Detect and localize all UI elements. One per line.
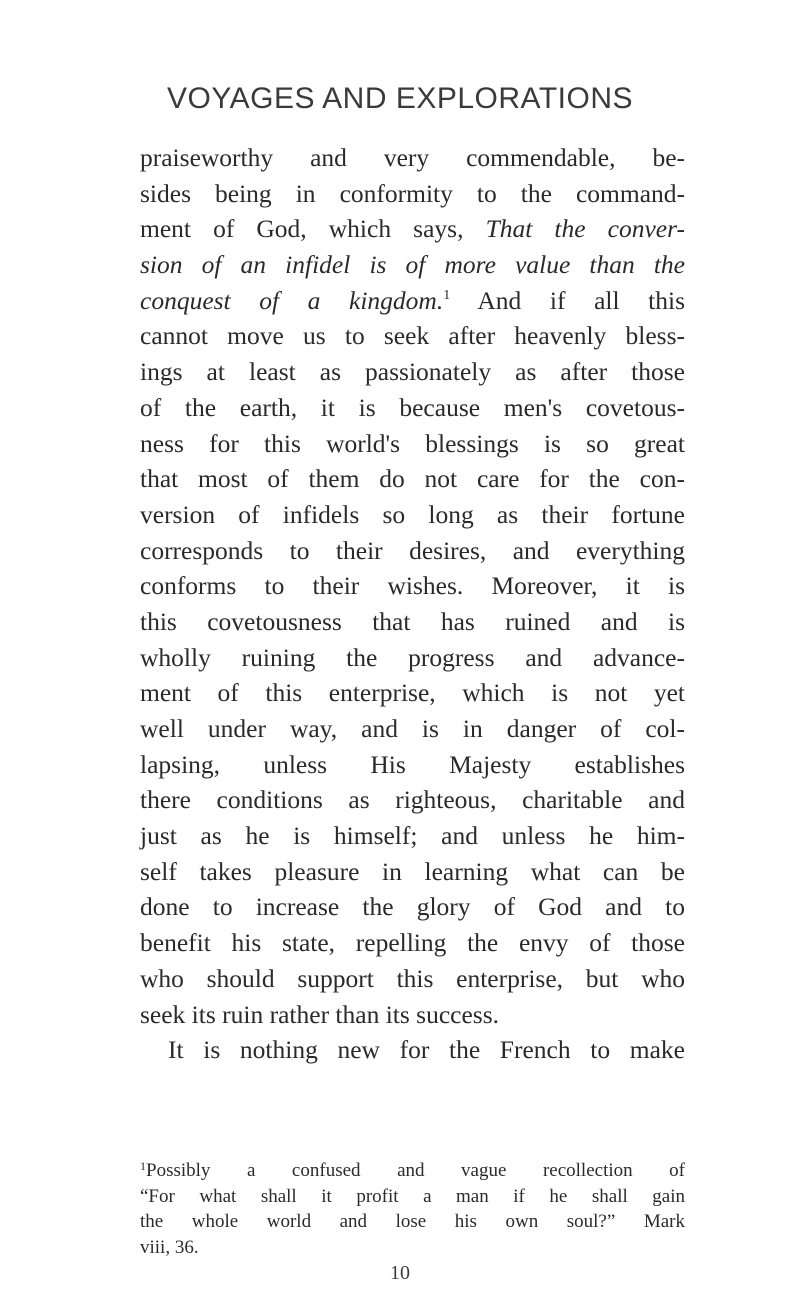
text-line: corresponds to their desires, and everything	[140, 535, 685, 565]
text-line	[140, 247, 685, 283]
text-line: self takes pleasure in learning what can be	[140, 856, 685, 886]
footnote-reference: 1	[443, 287, 451, 303]
text-line: just as he is himself; and unless he him-	[140, 821, 685, 851]
text-segment: Possibly a confused and vague recollection of	[146, 1160, 685, 1181]
footnote	[140, 1158, 685, 1260]
text-line	[140, 283, 685, 319]
text-line: lapsing, unless His Majesty establishes	[140, 749, 685, 779]
footnote-line	[140, 1158, 685, 1184]
text-line: well under way, and is in danger of col-	[140, 714, 685, 743]
text-line: there conditions as righteous, charitable and	[140, 785, 685, 815]
text-line: conforms to their wishes. Moreover, it is	[140, 571, 685, 601]
text-line: who should support this enterprise, but who	[140, 963, 685, 993]
text-segment: And if all this	[477, 285, 685, 315]
text-line: ings at least as passionately as after those	[140, 357, 685, 387]
text-line: done to increase the glory of God and to	[140, 892, 685, 922]
text-line: version of infidels so long as their fortune	[140, 499, 685, 529]
body-text	[140, 140, 685, 1068]
footnote-line: the whole world and lose his own soul?” Mark	[140, 1211, 685, 1232]
footnote-line: viii, 36.	[140, 1236, 199, 1258]
italic-quote: That the conver-	[485, 214, 686, 244]
running-head: VOYAGES AND EXPLORATIONS	[166, 82, 633, 115]
text-line	[140, 211, 685, 247]
text-line: cannot move us to seek after heavenly bless-	[140, 321, 685, 351]
text-segment: ment of God, which says,	[140, 214, 464, 244]
text-line: of the earth, it is because men's covetous-	[140, 392, 685, 422]
page-number: 10	[390, 1262, 410, 1284]
text-line: ness for this world's blessings is so great	[140, 428, 685, 458]
footnote-line: “For what shall it profit a man if he shall gain	[140, 1185, 685, 1207]
text-line: that most of them do not care for the con-	[140, 464, 685, 494]
text-line: ment of this enterprise, which is not yet	[140, 678, 685, 708]
italic-quote: conquest of a kingdom.	[140, 285, 444, 315]
text-line: It is nothing new for the French to make	[168, 1035, 685, 1065]
text-line: praiseworthy and very commendable, be-	[140, 143, 685, 172]
text-line: wholly ruining the progress and advance-	[140, 642, 685, 672]
text-line: benefit his state, repelling the envy of those	[140, 928, 685, 958]
text-line: seek its ruin rather than its success.	[140, 999, 500, 1029]
italic-quote: sion of an infidel is of more value than the	[140, 250, 685, 280]
text-line: sides being in conformity to the command-	[140, 178, 685, 208]
text-line: this covetousness that has ruined and is	[140, 606, 685, 636]
footnote-marker: 1	[140, 1159, 146, 1173]
